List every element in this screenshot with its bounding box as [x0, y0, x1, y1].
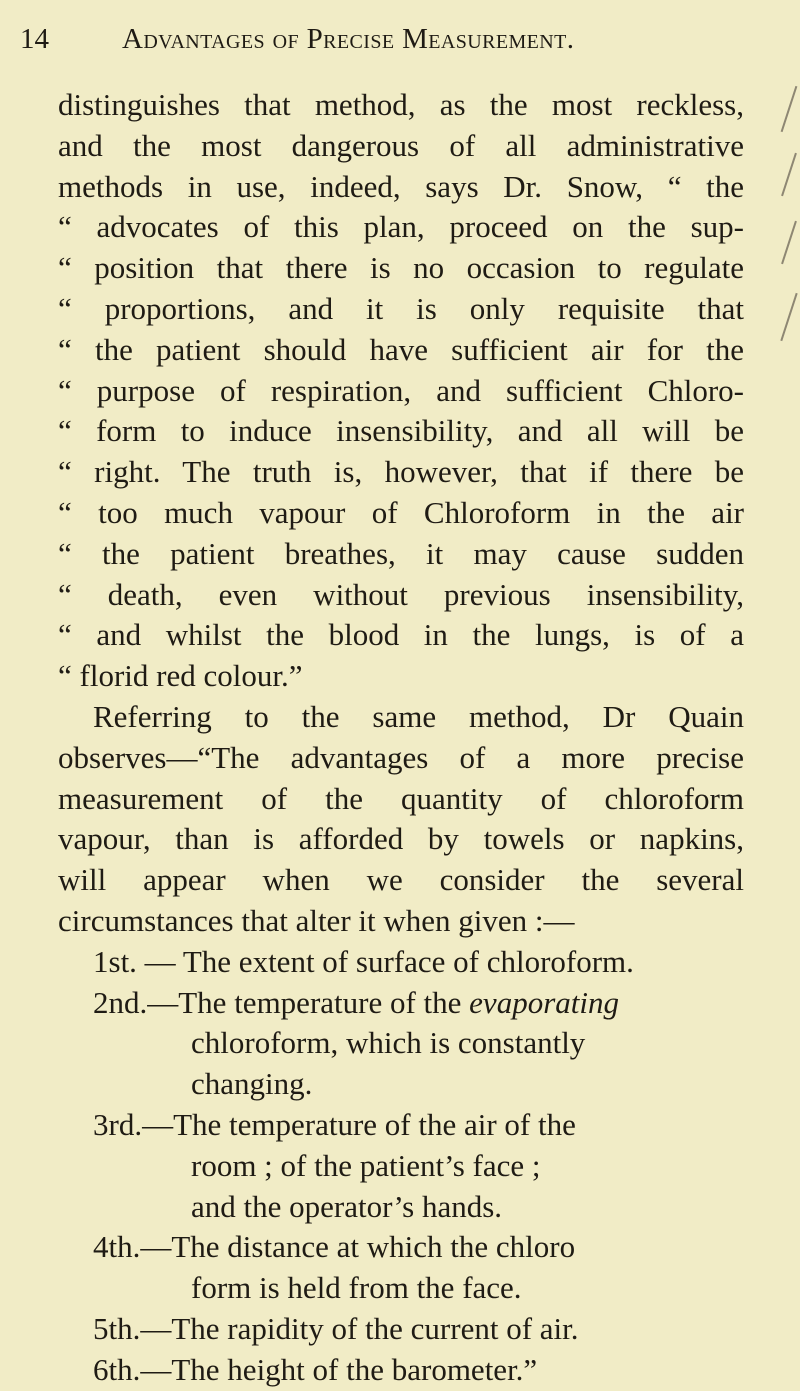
list-continuation: form is held from the face.: [191, 1270, 522, 1306]
page-edge-mark: [781, 221, 797, 264]
text-line: “ form to induce insensibility, and all will be: [58, 413, 744, 449]
list-item: 6th.—The height of the barometer.”: [93, 1351, 538, 1387]
running-head: Advantages of Precise Measurement.: [122, 23, 575, 55]
text-line: “ death, even without previous insensibility,: [58, 576, 744, 612]
text-line: “ advocates of this plan, proceed on the sup-: [58, 209, 744, 245]
text-line: measurement of the quantity of chloroform: [58, 780, 744, 816]
text-line: “ purpose of respiration, and sufficient Chloro-: [58, 372, 744, 408]
list-item: 5th.—The rapidity of the current of air.: [93, 1310, 579, 1346]
text-line: will appear when we consider the several: [58, 862, 744, 898]
text-line: vapour, than is afforded by towels or napkins,: [58, 821, 744, 857]
list-continuation: room ; of the patient’s face ;: [191, 1147, 541, 1183]
list-continuation: and the operator’s hands.: [191, 1188, 503, 1224]
list-item: 4th.—The distance at which the chloro: [93, 1229, 576, 1265]
text-line: and the most dangerous of all administrative: [58, 127, 744, 163]
text-line: “ the patient should have sufficient air for the: [58, 331, 744, 367]
list-item: 3rd.—The temperature of the air of the: [93, 1106, 576, 1142]
page-edge-mark: [780, 293, 797, 341]
list-item: [58, 983, 744, 1024]
text-line: Referring to the same method, Dr Quain: [93, 698, 744, 734]
text-line: “ proportions, and it is only requisite that: [58, 290, 744, 326]
list-item: 1st. — The extent of surface of chloroform.: [93, 943, 634, 979]
text-line: “ right. The truth is, however, that if there be: [58, 454, 744, 490]
italic-word: evaporating: [469, 984, 619, 1020]
text-line: “ too much vapour of Chloroform in the air: [58, 494, 744, 530]
page-edge-mark: [781, 86, 798, 132]
text-line: methods in use, indeed, says Dr. Snow, “ the: [58, 168, 744, 204]
page-edge-mark: [781, 153, 797, 196]
text-line: “ the patient breathes, it may cause sudden: [58, 535, 744, 571]
list-continuation: chloroform, which is constantly: [191, 1025, 586, 1061]
page-header: [20, 22, 780, 56]
list-item-text: 2nd.—The temperature of the: [93, 984, 462, 1020]
text-line: observes—“The advantages of a more precise: [58, 739, 744, 775]
text-line: “ position that there is no occasion to regulate: [58, 250, 744, 286]
text-line: “ florid red colour.”: [58, 658, 303, 694]
body-text: [58, 85, 744, 1391]
text-line: distinguishes that method, as the most reckless,: [58, 87, 744, 122]
text-line: circumstances that alter it when given :—: [58, 902, 575, 938]
list-continuation: changing.: [191, 1066, 313, 1102]
page-number: 14: [20, 23, 49, 55]
text-line: “ and whilst the blood in the lungs, is of a: [58, 617, 744, 653]
